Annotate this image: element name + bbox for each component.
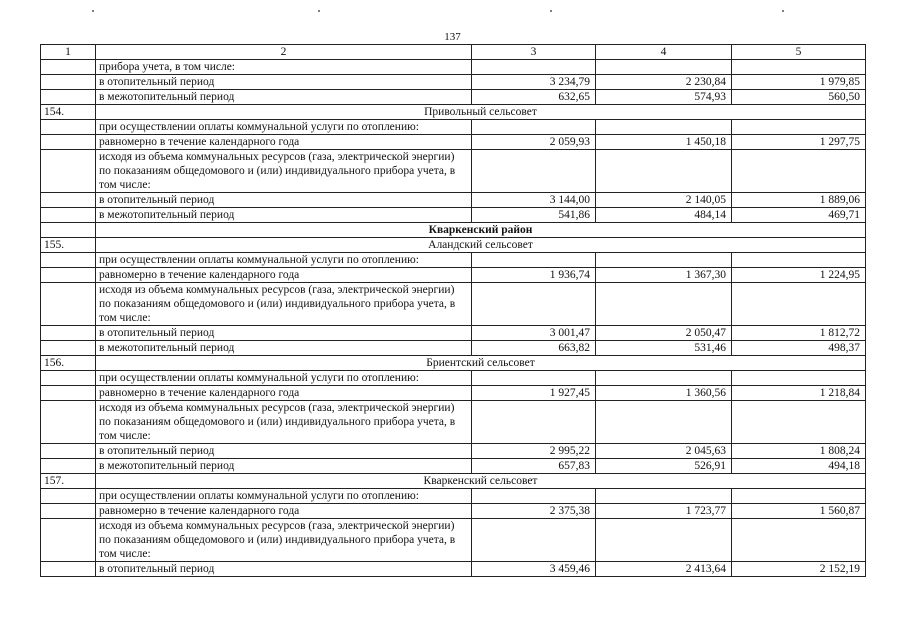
table-row-district xyxy=(41,223,866,238)
row-number xyxy=(41,489,96,504)
value-col-4: 1 450,18 xyxy=(596,135,732,150)
value-col-4: 484,14 xyxy=(596,208,732,223)
value-col-3: 2 995,22 xyxy=(472,444,596,459)
row-number: 155. xyxy=(41,238,96,253)
value-col-4 xyxy=(596,489,732,504)
value-col-5: 560,50 xyxy=(732,90,866,105)
row-number xyxy=(41,223,96,238)
scan-speck xyxy=(782,10,784,12)
value-col-5 xyxy=(732,519,866,562)
section-title: Аландский сельсовет xyxy=(96,238,866,253)
row-number xyxy=(41,60,96,75)
value-col-5 xyxy=(732,371,866,386)
table-row-data xyxy=(41,326,866,341)
table-row-data xyxy=(41,386,866,401)
row-label: исходя из объема коммунальных ресурсов (газа, электрической энергии) по показаниям общедомового и (или) индивидуального прибора учета, в том числе: xyxy=(96,283,472,326)
scan-speck xyxy=(318,10,320,12)
value-col-3: 2 375,38 xyxy=(472,504,596,519)
value-col-5: 494,18 xyxy=(732,459,866,474)
value-col-3: 1 927,45 xyxy=(472,386,596,401)
table-row-text xyxy=(41,253,866,268)
value-col-3: 663,82 xyxy=(472,341,596,356)
header-col-1: 1 xyxy=(41,45,96,60)
value-col-4 xyxy=(596,253,732,268)
section-title: Кваркенский сельсовет xyxy=(96,474,866,489)
row-label: в отопительный период xyxy=(96,562,472,577)
row-number xyxy=(41,253,96,268)
row-number xyxy=(41,326,96,341)
value-col-4: 1 360,56 xyxy=(596,386,732,401)
row-number xyxy=(41,371,96,386)
row-number xyxy=(41,341,96,356)
value-col-4: 1 367,30 xyxy=(596,268,732,283)
value-col-4: 526,91 xyxy=(596,459,732,474)
table-row-data xyxy=(41,444,866,459)
section-title: Привольный сельсовет xyxy=(96,105,866,120)
table-row-text xyxy=(41,519,866,562)
row-number xyxy=(41,135,96,150)
table-row-data xyxy=(41,208,866,223)
district-title: Кваркенский район xyxy=(96,223,866,238)
value-col-4: 1 723,77 xyxy=(596,504,732,519)
value-col-5 xyxy=(732,253,866,268)
row-number: 157. xyxy=(41,474,96,489)
value-col-5: 1 560,87 xyxy=(732,504,866,519)
value-col-5: 1 808,24 xyxy=(732,444,866,459)
row-label: равномерно в течение календарного года xyxy=(96,268,472,283)
row-label: в межотопительный период xyxy=(96,90,472,105)
value-col-3 xyxy=(472,60,596,75)
table-row-data xyxy=(41,75,866,90)
row-label: в отопительный период xyxy=(96,75,472,90)
row-label: при осуществлении оплаты коммунальной услуги по отоплению: xyxy=(96,489,472,504)
table-row-data xyxy=(41,193,866,208)
value-col-5: 1 979,85 xyxy=(732,75,866,90)
row-number xyxy=(41,268,96,283)
row-label: равномерно в течение календарного года xyxy=(96,135,472,150)
value-col-3 xyxy=(472,519,596,562)
row-label: равномерно в течение календарного года xyxy=(96,504,472,519)
table-row-text xyxy=(41,60,866,75)
row-number xyxy=(41,208,96,223)
value-col-3 xyxy=(472,489,596,504)
row-number xyxy=(41,562,96,577)
row-label: в межотопительный период xyxy=(96,208,472,223)
row-number xyxy=(41,459,96,474)
value-col-4 xyxy=(596,150,732,193)
row-label: прибора учета, в том числе: xyxy=(96,60,472,75)
table-row-text xyxy=(41,283,866,326)
value-col-3: 3 001,47 xyxy=(472,326,596,341)
table-row-data xyxy=(41,341,866,356)
value-col-3 xyxy=(472,283,596,326)
table-row-data xyxy=(41,459,866,474)
value-col-4 xyxy=(596,283,732,326)
value-col-5 xyxy=(732,150,866,193)
table-row-section xyxy=(41,105,866,120)
row-number xyxy=(41,504,96,519)
value-col-5 xyxy=(732,120,866,135)
row-label: при осуществлении оплаты коммунальной услуги по отоплению: xyxy=(96,253,472,268)
table-row-text xyxy=(41,120,866,135)
row-number xyxy=(41,193,96,208)
row-label: исходя из объема коммунальных ресурсов (газа, электрической энергии) по показаниям общедомового и (или) индивидуального прибора учета, в том числе: xyxy=(96,150,472,193)
table-row-data xyxy=(41,562,866,577)
value-col-3 xyxy=(472,371,596,386)
value-col-3: 3 234,79 xyxy=(472,75,596,90)
row-label: в отопительный период xyxy=(96,193,472,208)
value-col-5 xyxy=(732,60,866,75)
table-row-text xyxy=(41,150,866,193)
page-number: 137 xyxy=(444,31,461,43)
row-label: в отопительный период xyxy=(96,326,472,341)
header-col-4: 4 xyxy=(596,45,732,60)
value-col-3: 541,86 xyxy=(472,208,596,223)
value-col-4 xyxy=(596,371,732,386)
row-label: в межотопительный период xyxy=(96,341,472,356)
header-col-3: 3 xyxy=(472,45,596,60)
row-number xyxy=(41,401,96,444)
row-label: равномерно в течение календарного года xyxy=(96,386,472,401)
value-col-5 xyxy=(732,489,866,504)
row-label: в межотопительный период xyxy=(96,459,472,474)
value-col-3 xyxy=(472,253,596,268)
value-col-3: 632,65 xyxy=(472,90,596,105)
value-col-4 xyxy=(596,519,732,562)
row-number xyxy=(41,90,96,105)
value-col-3: 2 059,93 xyxy=(472,135,596,150)
value-col-4: 2 140,05 xyxy=(596,193,732,208)
row-label: исходя из объема коммунальных ресурсов (газа, электрической энергии) по показаниям общедомового и (или) индивидуального прибора учета, в том числе: xyxy=(96,519,472,562)
value-col-3 xyxy=(472,401,596,444)
value-col-4: 2 413,64 xyxy=(596,562,732,577)
table-row-data xyxy=(41,135,866,150)
value-col-4: 2 050,47 xyxy=(596,326,732,341)
value-col-3 xyxy=(472,150,596,193)
table-row-data xyxy=(41,90,866,105)
row-number xyxy=(41,519,96,562)
scan-speck xyxy=(550,10,552,12)
row-number xyxy=(41,120,96,135)
value-col-5: 2 152,19 xyxy=(732,562,866,577)
table-row-section xyxy=(41,474,866,489)
value-col-5: 1 297,75 xyxy=(732,135,866,150)
table-row-section xyxy=(41,356,866,371)
table-row-text xyxy=(41,489,866,504)
table-row-data xyxy=(41,268,866,283)
value-col-3 xyxy=(472,120,596,135)
value-col-3: 657,83 xyxy=(472,459,596,474)
value-col-4 xyxy=(596,401,732,444)
row-label: при осуществлении оплаты коммунальной услуги по отоплению: xyxy=(96,371,472,386)
scan-speck xyxy=(92,10,94,12)
value-col-5: 1 224,95 xyxy=(732,268,866,283)
row-label: исходя из объема коммунальных ресурсов (газа, электрической энергии) по показаниям общедомового и (или) индивидуального прибора учета, в том числе: xyxy=(96,401,472,444)
table-row-text xyxy=(41,401,866,444)
row-label: при осуществлении оплаты коммунальной услуги по отоплению: xyxy=(96,120,472,135)
value-col-4: 531,46 xyxy=(596,341,732,356)
value-col-5 xyxy=(732,283,866,326)
value-col-3: 3 459,46 xyxy=(472,562,596,577)
table-row-section xyxy=(41,238,866,253)
value-col-5: 498,37 xyxy=(732,341,866,356)
row-number xyxy=(41,444,96,459)
row-number: 156. xyxy=(41,356,96,371)
row-label: в отопительный период xyxy=(96,444,472,459)
table-row-data xyxy=(41,504,866,519)
header-col-5: 5 xyxy=(732,45,866,60)
value-col-5: 469,71 xyxy=(732,208,866,223)
table-row-text xyxy=(41,371,866,386)
row-number xyxy=(41,386,96,401)
value-col-4: 2 230,84 xyxy=(596,75,732,90)
table-header-row xyxy=(41,45,866,60)
row-number xyxy=(41,150,96,193)
value-col-3: 1 936,74 xyxy=(472,268,596,283)
value-col-3: 3 144,00 xyxy=(472,193,596,208)
row-number xyxy=(41,283,96,326)
value-col-4: 574,93 xyxy=(596,90,732,105)
tariff-table xyxy=(40,44,866,577)
value-col-4: 2 045,63 xyxy=(596,444,732,459)
header-col-2: 2 xyxy=(96,45,472,60)
section-title: Бриентский сельсовет xyxy=(96,356,866,371)
value-col-5 xyxy=(732,401,866,444)
value-col-4 xyxy=(596,60,732,75)
value-col-4 xyxy=(596,120,732,135)
row-number xyxy=(41,75,96,90)
value-col-5: 1 889,06 xyxy=(732,193,866,208)
value-col-5: 1 812,72 xyxy=(732,326,866,341)
value-col-5: 1 218,84 xyxy=(732,386,866,401)
row-number: 154. xyxy=(41,105,96,120)
